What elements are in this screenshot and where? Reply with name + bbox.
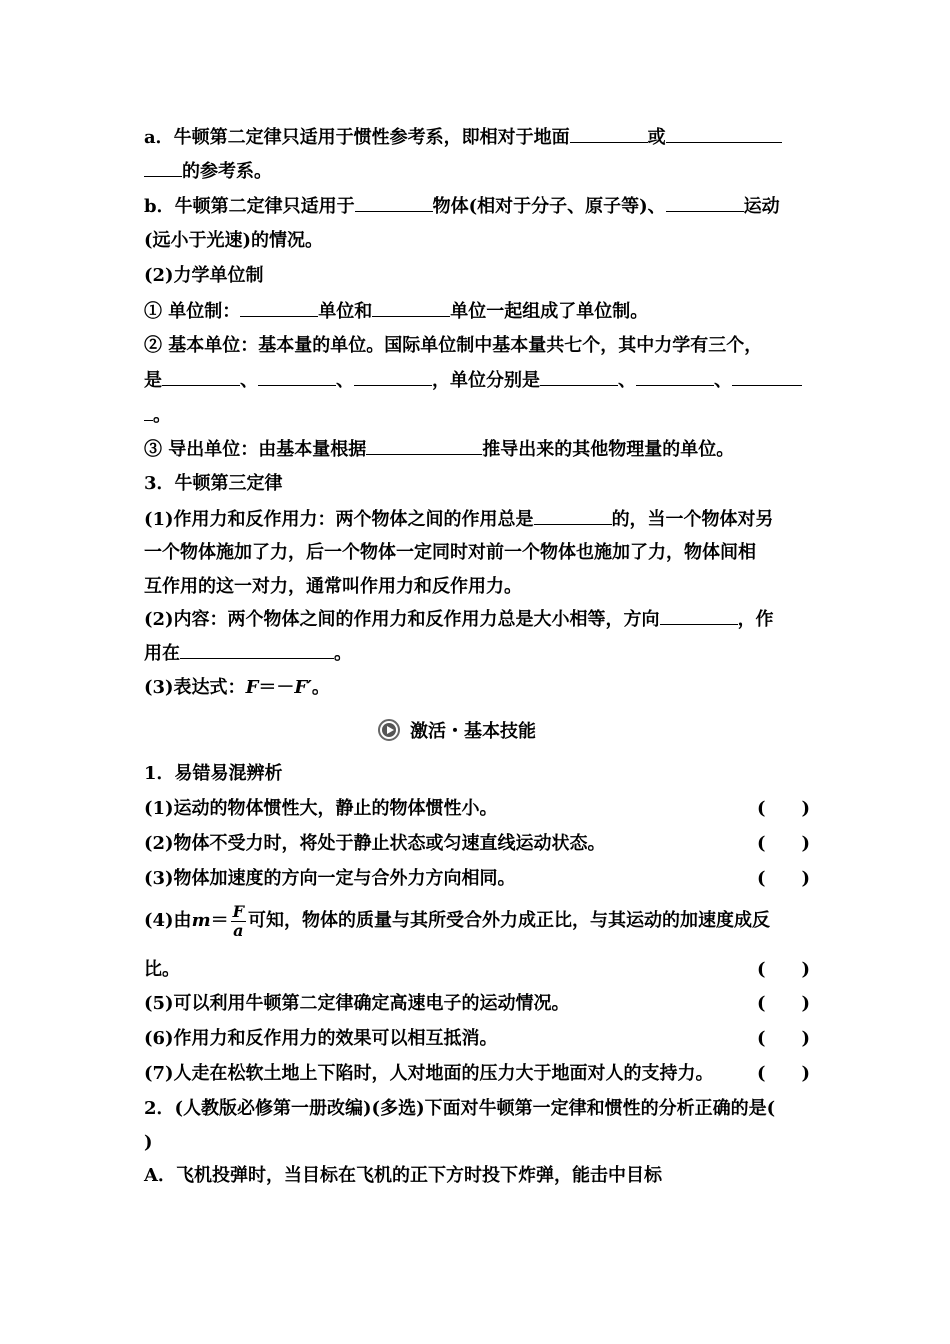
subheading: (2)力学单位制 (144, 265, 264, 286)
answer-paren: ( ) (756, 833, 810, 854)
fill-blank (666, 124, 782, 143)
text-line: 。 (144, 402, 810, 429)
section-title: 激活・基本技能 (378, 716, 536, 744)
exercise-heading: 1．易错易混辨析 (144, 763, 283, 784)
exercise-item: (1)运动的物体惯性大，静止的物体惯性小。 ( ) (144, 796, 810, 822)
text-line: a．牛顿第二定律只适用于惯性参考系，即相对于地面 或 (144, 124, 810, 151)
text-line: ② 基本单位：基本量的单位。国际单位制中基本量共七个，其中力学有三个， (144, 335, 763, 356)
fill-blank (372, 298, 450, 317)
fill-blank (540, 367, 618, 386)
exercise-item: (4)由m＝ $\frac{F}{a}$ 可知，物体的质量与其所受合外力成正比，与其运动的加速度成反 (144, 901, 770, 940)
exercise-item: (7)人走在松软土地上下陷时，人对地面的压力大于地面对人的支持力。 ( ) (144, 1061, 810, 1087)
text-line: 是 、 、 ，单位分别是 、 、 (144, 367, 810, 394)
fraction: $\frac{F}{a}$ (232, 901, 244, 940)
exercise-item: (6)作用力和反作用力的效果可以相互抵消。 ( ) (144, 1026, 810, 1052)
exercise-item: (5)可以利用牛顿第二定律确定高速电子的运动情况。 ( ) (144, 991, 810, 1017)
text-line: (远小于光速)的情况。 (144, 230, 324, 251)
text-line: 的参考系。 (144, 158, 810, 185)
question-stem: 2．(人教版必修第一册改编)(多选)下面对牛顿第一定律和惯性的分析正确的是( (144, 1098, 776, 1119)
fill-blank (666, 193, 744, 212)
answer-paren: ( ) (756, 868, 810, 889)
answer-paren: ( ) (756, 1028, 810, 1049)
fill-blank (144, 158, 182, 177)
exercise-item: (3)物体加速度的方向一定与合外力方向相同。 ( ) (144, 866, 810, 892)
option-a: A．飞机投弹时，当目标在飞机的正下方时投下炸弹，能击中目标 (144, 1165, 662, 1186)
fill-blank (355, 193, 433, 212)
fill-blank (180, 640, 334, 659)
fill-blank (144, 402, 153, 421)
play-icon (378, 719, 400, 741)
text-line: 一个物体施加了力，后一个物体一定同时对前一个物体也施加了力，物体间相 (144, 542, 756, 563)
fill-blank (162, 367, 240, 386)
text-line: (1)作用力和反作用力：两个物体之间的作用总是 的，当一个物体对另 (144, 506, 810, 533)
exercise-item: 比。 ( ) (144, 957, 810, 983)
formula-line: (3)表达式：F＝－F′。 (144, 677, 330, 698)
answer-paren: ( ) (756, 959, 810, 980)
fill-blank (732, 367, 802, 386)
answer-paren: ( ) (756, 798, 810, 819)
exercise-item: (2)物体不受力时，将处于静止状态或匀速直线运动状态。 ( ) (144, 831, 810, 857)
fill-blank (636, 367, 714, 386)
text-line: ① 单位制： 单位和 单位一起组成了单位制。 (144, 298, 810, 325)
fill-blank (240, 298, 318, 317)
text-line: 互作用的这一对力，通常叫作用力和反作用力。 (144, 576, 522, 597)
fill-blank (660, 606, 738, 625)
text-line: b．牛顿第二定律只适用于 物体(相对于分子、原子等)、 运动 (144, 193, 810, 220)
fill-blank (258, 367, 336, 386)
text-line: 用在 。 (144, 640, 810, 667)
answer-paren: ( ) (756, 993, 810, 1014)
text-line: (2)内容：两个物体之间的作用力和反作用力总是大小相等，方向 ，作 (144, 606, 810, 633)
fill-blank (570, 124, 648, 143)
fill-blank (534, 506, 612, 525)
fill-blank (366, 436, 482, 455)
question-stem-end: ) (144, 1132, 153, 1153)
fill-blank (354, 367, 432, 386)
answer-paren: ( ) (756, 1063, 810, 1084)
section-heading: 3．牛顿第三定律 (144, 473, 283, 494)
text-line: ③ 导出单位：由基本量根据 推导出来的其他物理量的单位。 (144, 436, 810, 463)
